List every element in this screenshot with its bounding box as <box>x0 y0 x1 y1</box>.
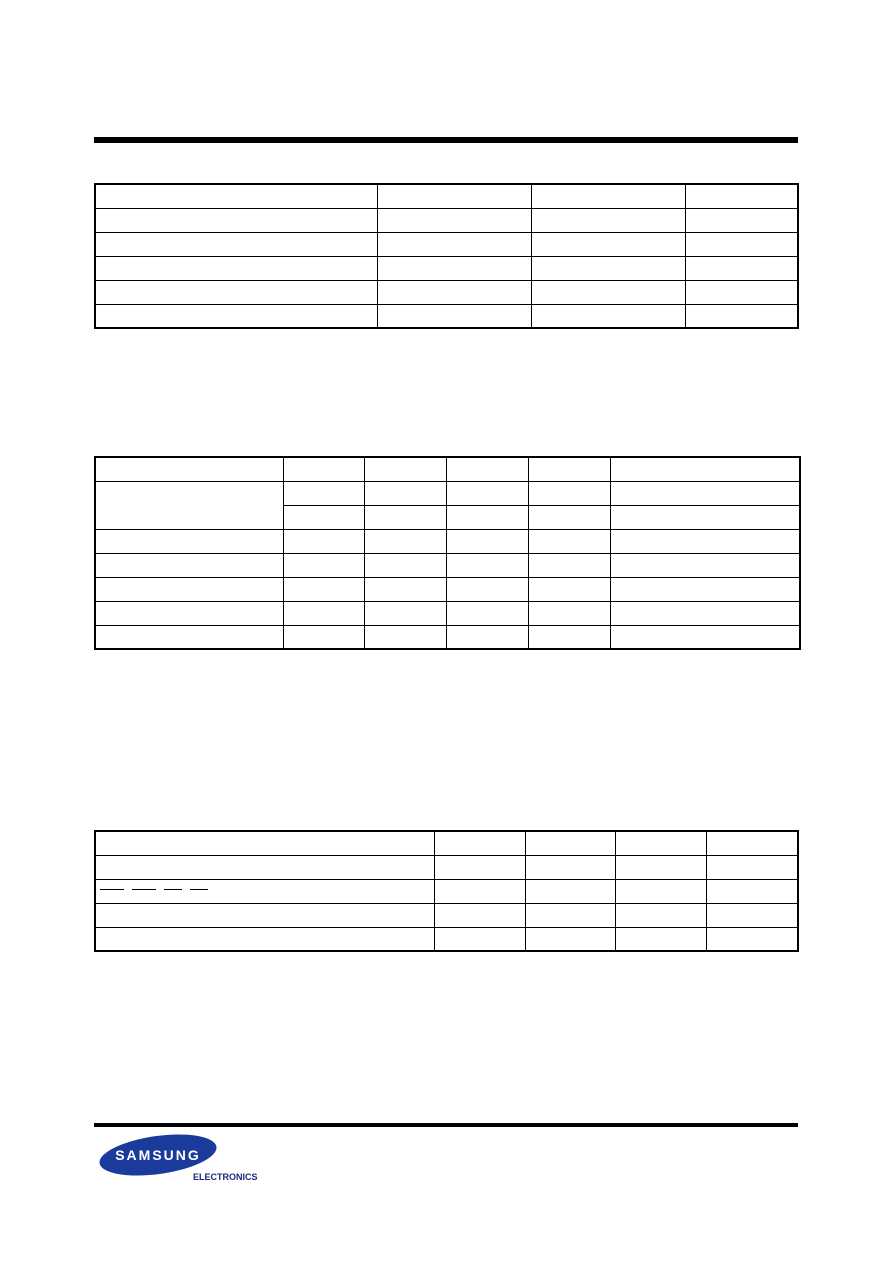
table-cell <box>446 553 528 577</box>
table-cell <box>706 831 798 855</box>
table-cell-merged <box>95 481 283 529</box>
table-row <box>95 280 798 304</box>
table-cell <box>446 529 528 553</box>
samsung-logo-graphic <box>98 1133 268 1185</box>
table-cell <box>706 879 798 903</box>
table-cell <box>610 529 800 553</box>
table-cell <box>685 232 798 256</box>
table-cell <box>615 927 706 951</box>
spec-table-1 <box>94 183 799 329</box>
table-cell <box>615 903 706 927</box>
table-cell <box>377 208 531 232</box>
table-cell <box>283 553 364 577</box>
table-cell <box>434 855 525 879</box>
table-header-row <box>95 831 798 855</box>
table-cell <box>364 625 446 649</box>
table-cell <box>364 529 446 553</box>
table-cell <box>531 256 685 280</box>
overbar-mark <box>132 889 156 890</box>
table-cell <box>525 903 615 927</box>
table-cell <box>283 601 364 625</box>
table-cell <box>364 457 446 481</box>
table-cell <box>95 601 283 625</box>
table-row <box>95 625 800 649</box>
table-cell <box>446 601 528 625</box>
table-cell <box>528 529 610 553</box>
table-cell <box>615 879 706 903</box>
table-cell <box>528 553 610 577</box>
table-cell <box>283 457 364 481</box>
table-cell <box>610 457 800 481</box>
table-cell <box>377 184 531 208</box>
table-cell <box>615 855 706 879</box>
table-row <box>95 232 798 256</box>
table-cell <box>95 184 377 208</box>
table-row <box>95 927 798 951</box>
table-cell <box>446 457 528 481</box>
table-row <box>95 553 800 577</box>
table-cell <box>283 625 364 649</box>
table-row <box>95 577 800 601</box>
table-cell <box>95 903 434 927</box>
overbar-mark <box>100 889 124 890</box>
table-cell <box>95 625 283 649</box>
table-cell <box>434 831 525 855</box>
table-cell <box>610 553 800 577</box>
table-cell <box>610 577 800 601</box>
table-cell <box>528 481 610 505</box>
table-cell <box>685 304 798 328</box>
table-header-row <box>95 457 800 481</box>
table-cell <box>685 280 798 304</box>
table-cell <box>95 553 283 577</box>
table-cell <box>531 232 685 256</box>
table-row <box>95 304 798 328</box>
table-cell <box>364 601 446 625</box>
table-cell <box>95 256 377 280</box>
table-cell <box>525 855 615 879</box>
table-cell <box>528 457 610 481</box>
table-cell <box>377 256 531 280</box>
table-cell <box>95 208 377 232</box>
table-cell <box>615 831 706 855</box>
table-cell <box>364 577 446 601</box>
spec-table-3 <box>94 830 799 952</box>
table-row <box>95 903 798 927</box>
table-cell <box>528 577 610 601</box>
overbar-mark <box>190 889 208 890</box>
table-cell <box>377 280 531 304</box>
footer-rule <box>94 1123 798 1127</box>
table-cell <box>364 481 446 505</box>
table-cell <box>446 577 528 601</box>
table-cell <box>95 927 434 951</box>
table-cell <box>364 505 446 529</box>
table-cell <box>610 625 800 649</box>
table-cell <box>95 529 283 553</box>
table-cell <box>531 304 685 328</box>
table-cell <box>377 232 531 256</box>
table-cell <box>706 855 798 879</box>
table-cell <box>528 505 610 529</box>
table-cell <box>446 481 528 505</box>
table-cell <box>531 208 685 232</box>
table-cell <box>95 879 434 903</box>
table-cell <box>283 529 364 553</box>
table-cell <box>525 831 615 855</box>
table-cell <box>95 304 377 328</box>
table-row <box>95 529 800 553</box>
table-cell <box>685 208 798 232</box>
logo-wordmark: SAMSUNG <box>115 1147 201 1163</box>
table-cell <box>525 879 615 903</box>
overbar-mark <box>164 889 182 890</box>
table-row <box>95 879 798 903</box>
spec-table-2 <box>94 456 801 650</box>
table-cell <box>283 577 364 601</box>
table-cell <box>528 601 610 625</box>
table-cell <box>706 903 798 927</box>
table-row <box>95 481 800 505</box>
table-cell <box>95 457 283 481</box>
table-cell <box>531 280 685 304</box>
table-cell <box>283 505 364 529</box>
table-cell <box>706 927 798 951</box>
table-cell <box>525 927 615 951</box>
table-cell <box>610 601 800 625</box>
header-rule <box>94 137 798 143</box>
table-cell <box>610 481 800 505</box>
table-cell <box>95 280 377 304</box>
table-cell <box>528 625 610 649</box>
samsung-logo <box>98 1133 268 1185</box>
table-cell <box>685 184 798 208</box>
table-cell <box>685 256 798 280</box>
table-row <box>95 855 798 879</box>
table-cell <box>434 903 525 927</box>
table-cell <box>95 577 283 601</box>
table-cell <box>95 855 434 879</box>
table-row <box>95 208 798 232</box>
table-row <box>95 256 798 280</box>
table-cell <box>95 232 377 256</box>
table-cell <box>377 304 531 328</box>
table-cell <box>283 481 364 505</box>
table-cell <box>434 927 525 951</box>
table-cell <box>446 625 528 649</box>
table-cell <box>446 505 528 529</box>
table-cell <box>95 831 434 855</box>
table-header-row <box>95 184 798 208</box>
table-cell <box>531 184 685 208</box>
table-cell <box>364 553 446 577</box>
logo-division: ELECTRONICS <box>193 1172 258 1182</box>
table-cell <box>434 879 525 903</box>
table-cell <box>610 505 800 529</box>
table-row <box>95 601 800 625</box>
